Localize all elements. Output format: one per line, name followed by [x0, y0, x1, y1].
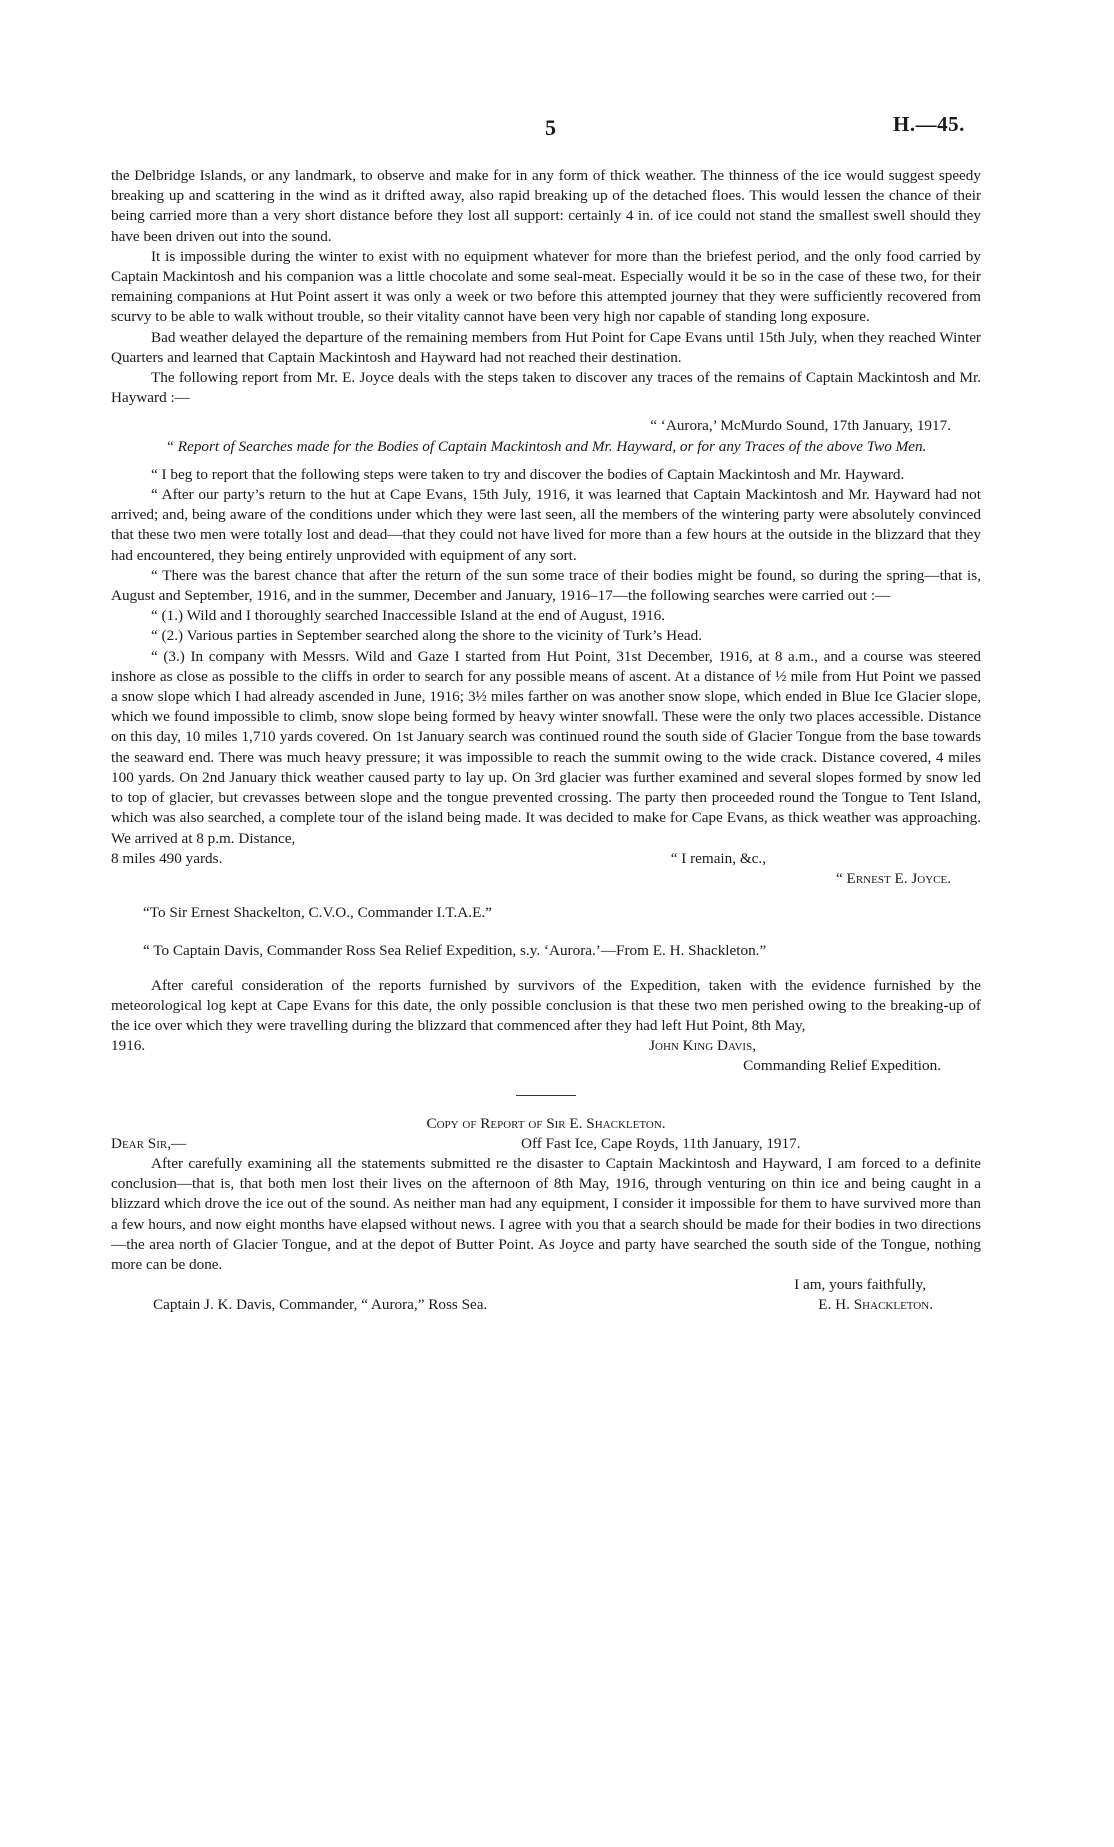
shackleton-addressee: Captain J. K. Davis, Commander, “ Aurora,” Ross Sea. — [153, 1296, 488, 1314]
main-text-column — [111, 166, 981, 1316]
joyce-report-item-2: “ (2.) Various parties in September searched along the shore to the vicinity of Turk’s Head. — [151, 627, 702, 645]
joyce-report-heading: “ Report of Searches made for the Bodies of Captain Mackintosh and Mr. Hayward, or for any Traces of the above Two Men. — [165, 437, 927, 455]
davis-signature-name: John King Davis, — [649, 1037, 756, 1055]
shackleton-salutation: Dear Sir,— — [111, 1134, 187, 1152]
davis-signature-line — [111, 1036, 981, 1056]
joyce-report-item-1: “ (1.) Wild and I thoroughly searched Inaccessible Island at the end of August, 1916. — [151, 607, 666, 625]
joyce-report-closing-line — [111, 849, 981, 869]
shackleton-body: After carefully examining all the statements submitted re the disaster to Captain Mackintosh and Hayward, I am forced to a definite conclusion—that is, that both men lost their lives on the afternoon of 8th May, 1916, through venturing on thin ice and being caught in a blizzard which drove the ice out of the sound. As neither man had any equipment, I consider it impossible for them to have survived more than a few hours, and now eight months have elapsed without news. I agree with you that a search should be made for their bodies in two directions—the area north of Glacier Tongue, and at the depot of Butter Point. As Joyce and party have searched the south side of the Tongue, nothing more can be done. — [111, 1154, 981, 1273]
paragraph-3: Bad weather delayed the departure of the remaining members from Hut Point for Cape Evans until 15th July, when they reached Winter Quarters and learned that Captain Mackintosh and Hayward had not reached their destination. — [111, 328, 981, 366]
davis-to-line: “ To Captain Davis, Commander Ross Sea Relief Expedition, s.y. ‘Aurora.’—From E. H. Shackleton.” — [143, 942, 767, 960]
shackleton-closing: I am, yours faithfully, — [794, 1276, 926, 1294]
joyce-report-para-2: “ After our party’s return to the hut at Cape Evans, 15th July, 1916, it was learned that Captain Mackintosh and Mr. Hayward had not arrived; and, being aware of the conditions under which they were last seen, all the members of the wintering party were absolutely convinced that these two men were totally lost and dead—that they could not have lived for more than a few hours at the outside in the blizzard that they had encountered, they being entirely unprovided with equipment of any sort. — [111, 486, 981, 564]
shackleton-report-title: Copy of Report of Sir E. Shackleton. — [426, 1114, 666, 1132]
davis-signature-title: Commanding Relief Expedition. — [743, 1057, 941, 1075]
joyce-report-para-3: “ There was the barest chance that after the return of the sun some trace of their bodies might be found, so during the spring—that is, August and September, 1916, and in the summer, December and January, 1916–17—the following searches were carried out :— — [111, 566, 981, 605]
paragraph-4: The following report from Mr. E. Joyce deals with the steps taken to discover any traces of the remains of Captain Mackintosh and Mr. Hayward :— — [111, 369, 981, 407]
shackleton-signature: E. H. Shackleton. — [818, 1296, 933, 1314]
page-number: 5 — [545, 115, 556, 140]
joyce-report-closing: “ I remain, &c., — [670, 849, 766, 867]
joyce-report-para-1: “ I beg to report that the following steps were taken to try and discover the bodies of Captain Mackintosh and Mr. Hayward. — [151, 465, 905, 483]
shackleton-dateline: Off Fast Ice, Cape Royds, 11th January, 1917. — [521, 1134, 801, 1152]
joyce-signature: “ Ernest E. Joyce. — [836, 869, 951, 887]
joyce-report-item-3: “ (3.) In company with Messrs. Wild and Gaze I started from Hut Point, 31st December, 1916, at 8 a.m., and a course was steered inshore as close as possible to the cliffs in order to search for any possible means of ascent. At a distance of ½ mile from Hut Point we passed a snow slope which I had already ascended in June, 1916; 3½ miles farther on was another snow slope, which ended in Blue Ice Glacier slope, which we found impossible to climb, snow slope being formed by heavy winter snowfall. These were the only two places accessible. Distance on this day, 10 miles 1,710 yards covered. On 1st January search was continued round the south side of Glacier Tongue from the base towards the seaward end. There was much heavy pressure; it was impossible to reach the summit owing to the wide crack. Distance covered, 4 miles 100 yards. On 2nd January thick weather caused party to lay up. On 3rd glacier was further examined and several slopes formed by snow led to top of glacier, but crevasses between slope and the tongue prevented crossing. The party then proceeded round the Tongue to Tent Island, which was also searched, a complete tour of the island being made. It was decided to make for Cape Evans, as thick weather was approaching. We arrived at 8 p.m. Distance, — [111, 647, 981, 847]
davis-conclusion: After careful consideration of the reports furnished by survivors of the Expedition, taken with the evidence furnished by the meteorological log kept at Cape Evans for this date, the only possible conclusion is that these two men perished owing to the breaking-up of the ice over which they were travelling during the blizzard that commenced after they had left Hut Point, 8th May, — [111, 976, 981, 1034]
joyce-report-dateline: “ ‘Aurora,’ McMurdo Sound, 17th January, 1917. — [650, 417, 951, 435]
joyce-report-last-line: 8 miles 490 yards. — [111, 849, 223, 867]
paragraph-2: It is impossible during the winter to exist with no equipment whatever for more than the briefest period, and the only food carried by Captain Mackintosh and his companion was a little chocolate and some seal-meat. Especially would it be so in the case of these two, for their remaining companions at Hut Point assert it was only a week or two before this attempted journey that they were sufficiently recovered from scurvy to be able to walk without trouble, so their vitality cannot have been very high nor capable of standing long exposure. — [111, 247, 981, 326]
shackleton-salutation-line — [111, 1134, 981, 1154]
section-divider — [516, 1095, 576, 1096]
davis-conclusion-last: 1916. — [111, 1037, 146, 1055]
paragraph-1: the Delbridge Islands, or any landmark, to observe and make for in any form of thick weather. The thinness of the ice would suggest speedy breaking up and scattering in the wind as it drifted away, also rapid breaking up of the detached floes. This would lessen the chance of their being carried more than a very short distance before they lost all support: certainly 4 in. of ice could not stand the smallest swell should they have been driven out into the sound. — [111, 167, 981, 245]
document-reference: H.—45. — [893, 112, 965, 136]
shackleton-signature-line — [111, 1295, 981, 1315]
joyce-report-addressee: “To Sir Ernest Shackelton, C.V.O., Commander I.T.A.E.” — [143, 904, 492, 922]
